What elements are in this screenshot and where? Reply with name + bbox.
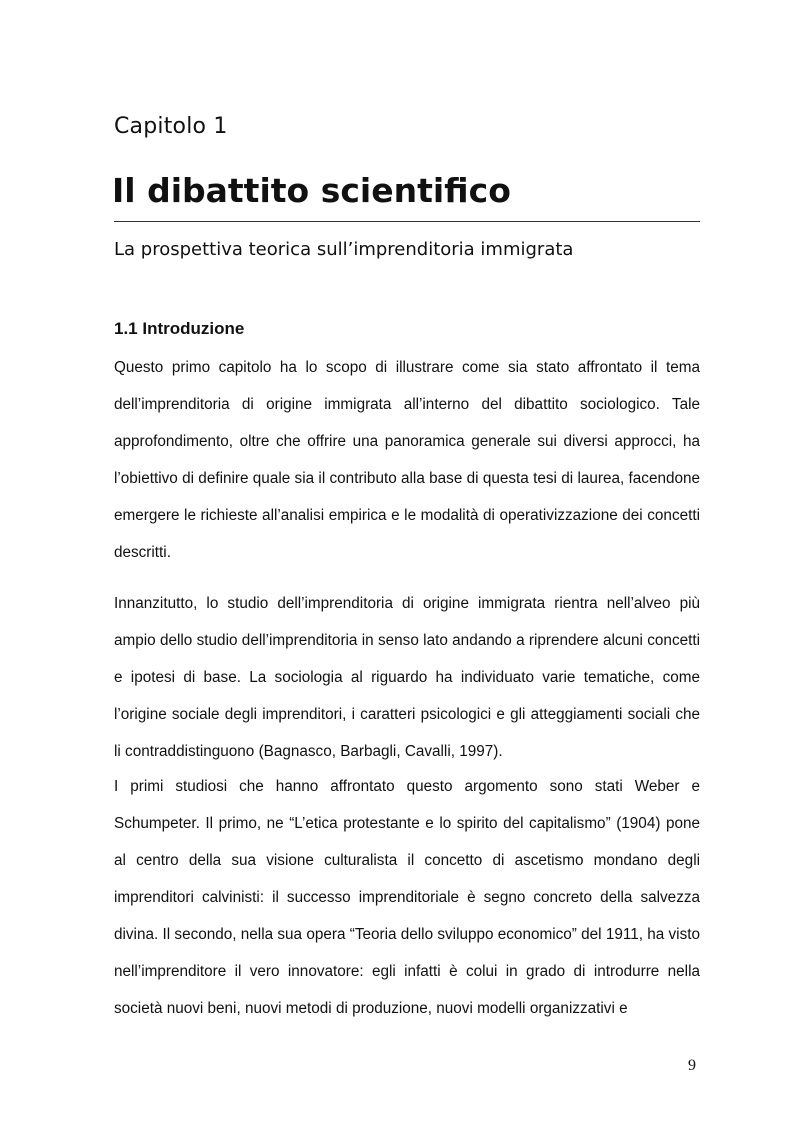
section-heading: 1.1 Introduzione — [114, 319, 245, 338]
paragraph: Innanzitutto, lo studio dell’imprenditoria di origine immigrata rientra nell’alveo più ampio dello studio dell’imprenditoria in senso lato andando a riprendere alcuni concetti e ipotesi di base. La sociologia al riguardo ha individuato varie tematiche, come l’origine sociale degli imprenditori, i caratteri psicologici e gli atteggiamenti sociali che li contraddistinguono (Bagnasco, Barbagli, Cavalli, 1997). — [114, 595, 700, 760]
page-number: 9 — [688, 1057, 696, 1074]
paragraph: I primi studiosi che hanno affrontato questo argomento sono stati Weber e Schumpeter. Il primo, ne “L’etica protestante e lo spirito del capitalismo” (1904) pone al centro della sua visione culturalista il concetto di ascetismo mondano degli imprenditori calvinisti: il successo imprenditoriale è segno concreto della salvezza divina. Il secondo, nella sua opera “Teoria dello sviluppo economico” del 1911, ha visto nell’imprenditore il vero innovatore: egli infatti è colui in grado di introdurre nella società nuovi beni, nuovi metodi di produzione, nuovi modelli organizzativi e — [114, 778, 700, 1017]
chapter-label: Capitolo 1 — [114, 114, 228, 139]
paragraph: Questo primo capitolo ha lo scopo di illustrare come sia stato affrontato il tema dell’imprenditoria di origine immigrata all’interno del dibattito sociologico. Tale approfondimento, oltre che offrire una panoramica generale sui diversi approcci, ha l’obiettivo di definire quale sia il contributo alla base di questa tesi di laurea, facendone emergere le richieste all’analisi empirica e le modalità di operativizzazione dei concetti descritti. — [114, 359, 700, 561]
title-divider — [114, 221, 700, 222]
chapter-title: Il dibattito scientifico — [112, 171, 511, 210]
chapter-subtitle: La prospettiva teorica sull’imprenditoria immigrata — [114, 239, 574, 260]
